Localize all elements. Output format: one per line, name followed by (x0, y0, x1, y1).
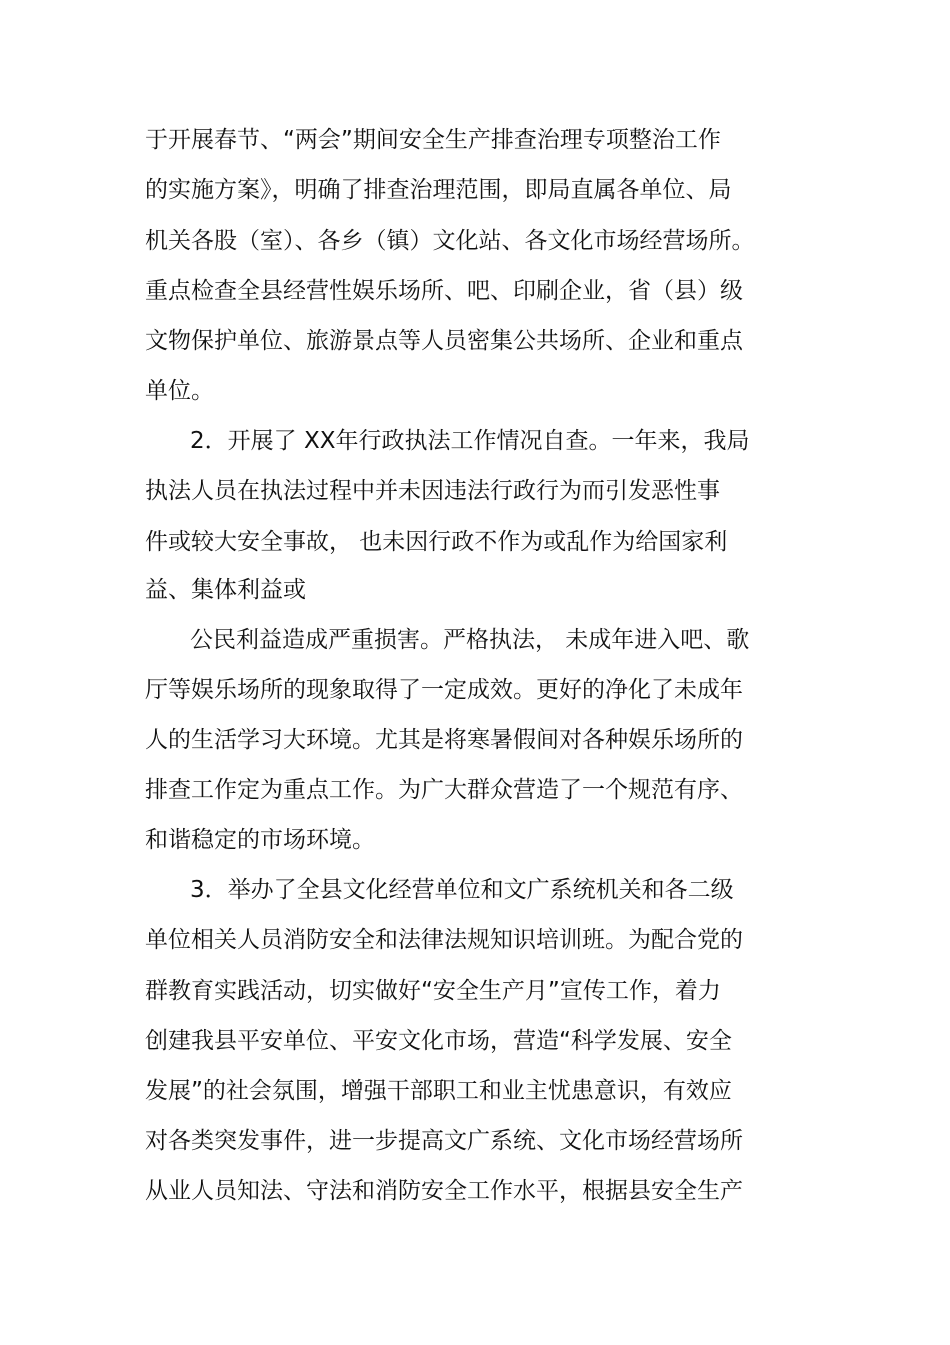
text-line: 和谐稳定的市场环境。 (145, 827, 375, 853)
text-line: 发展”的社会氛围，增强干部职工和业主忧患意识，有效应 (145, 1078, 732, 1104)
paragraph-continuation-first-line: 公民利益造成严重损害。严格执法， 未成年进入吧、歌 (190, 627, 750, 653)
text-line: 排查工作定为重点工作。为广大群众营造了一个规范有序、 (145, 777, 743, 803)
text-line: 单位相关人员消防安全和法律法规知识培训班。为配合党的 (145, 927, 743, 953)
text-line: 件或较大安全事故， 也未因行政不作为或乱作为给国家利 (145, 529, 728, 555)
text-line: 的实施方案》，明确了排查治理范围，即局直属各单位、局 (145, 177, 732, 203)
text-line: 从业人员知法、守法和消防安全工作水平，根据县安全生产 (145, 1178, 743, 1204)
text-line: 重点检查全县经营性娱乐场所、吧、印刷企业，省（县）级 (145, 278, 743, 304)
text-line: 于开展春节、“两会”期间安全生产排查治理专项整治工作 (145, 127, 721, 153)
text-line: 人的生活学习大环境。尤其是将寒暑假间对各种娱乐场所的 (145, 727, 743, 753)
text-line: 单位。 (145, 378, 214, 404)
text-line: 对各类突发事件，进一步提高文广系统、文化市场经营场所 (145, 1128, 743, 1154)
text-line: 益、集体利益或 (145, 577, 306, 603)
text-line: 厅等娱乐场所的现象取得了一定成效。更好的净化了未成年 (145, 677, 743, 703)
paragraph-3-first-line: 3．举办了全县文化经营单位和文广系统机关和各二级 (190, 877, 734, 903)
paragraph-2-first-line: 2．开展了 XX年行政执法工作情况自查。一年来，我局 (190, 428, 750, 454)
text-line: 创建我县平安单位、平安文化市场，营造“科学发展、安全 (145, 1028, 732, 1054)
text-line: 执法人员在执法过程中并未因违法行政行为而引发恶性事 (145, 478, 720, 504)
text-line: 机关各股（室）、各乡（镇）文化站、各文化市场经营场所。 (145, 228, 755, 254)
text-line: 群教育实践活动，切实做好“安全生产月”宣传工作，着力 (145, 978, 721, 1004)
text-line: 文物保护单位、旅游景点等人员密集公共场所、企业和重点 (145, 328, 743, 354)
